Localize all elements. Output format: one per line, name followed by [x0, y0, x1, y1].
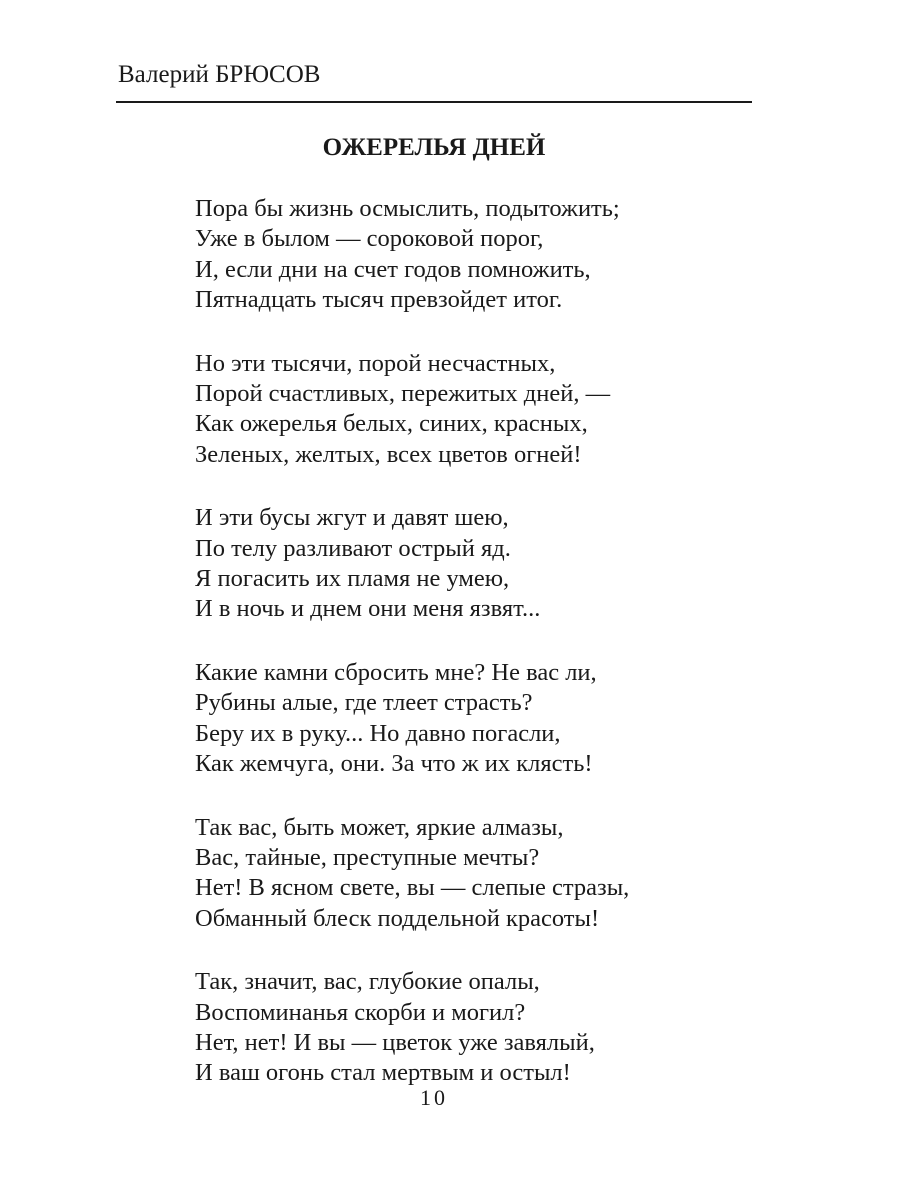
poem-line: И в ночь и днем они меня язвят... — [195, 595, 541, 623]
poem-line: Зеленых, желтых, всех цветов огней! — [195, 440, 582, 468]
header-rule — [116, 101, 752, 103]
poem-line: По телу разливают острый яд. — [195, 534, 511, 562]
stanza-3 — [195, 503, 795, 625]
poem-body — [195, 194, 795, 1122]
stanza-2 — [195, 349, 795, 471]
poem-line: Обманный блеск поддельной красоты! — [195, 904, 600, 932]
stanza-6 — [195, 967, 795, 1089]
stanza-5 — [195, 813, 795, 935]
poem-line: И, если дни на счет годов помножить, — [195, 255, 591, 283]
poem-line: Порой счастливых, пережитых дней, — — [195, 380, 611, 408]
poem-line: Нет, нет! И вы — цветок уже завялый, — [195, 1028, 595, 1056]
poem-line: Нет! В ясном свете, вы — слепые стразы, — [195, 874, 630, 902]
poem-line: Так, значит, вас, глубокие опалы, — [195, 968, 540, 996]
poem-line: Воспоминанья скорби и могил? — [195, 998, 526, 1026]
poem-line: Уже в былом — сороковой порог, — [195, 225, 544, 253]
poem-line: Пятнадцать тысяч превзойдет итог. — [195, 286, 563, 314]
stanza-1 — [195, 194, 795, 316]
poem-line: И эти бусы жгут и давят шею, — [195, 504, 509, 532]
poem-line: И ваш огонь стал мертвым и остыл! — [195, 1059, 571, 1087]
poem-line: Как ожерелья белых, синих, красных, — [195, 410, 588, 438]
page-number: 10 — [420, 1085, 448, 1110]
poem-line: Вас, тайные, преступные мечты? — [195, 843, 540, 871]
poem-line: Беру их в руку... Но давно погасли, — [195, 719, 561, 747]
running-head-author: Валерий БРЮСОВ — [118, 61, 321, 88]
poem-line: Какие камни сбросить мне? Не вас ли, — [195, 658, 597, 686]
poem-line: Как жемчуга, они. За что ж их клясть! — [195, 750, 593, 778]
poem-title: ОЖЕРЕЛЬЯ ДНЕЙ — [322, 134, 546, 161]
poem-line: Я погасить их пламя не умею, — [195, 565, 510, 593]
poem-line: Рубины алые, где тлеет страсть? — [195, 689, 533, 717]
poem-line: Но эти тысячи, порой несчастных, — [195, 349, 556, 377]
poem-line: Так вас, быть может, яркие алмазы, — [195, 813, 564, 841]
poem-line: Пора бы жизнь осмыслить, подытожить; — [195, 195, 620, 222]
stanza-4 — [195, 658, 795, 780]
